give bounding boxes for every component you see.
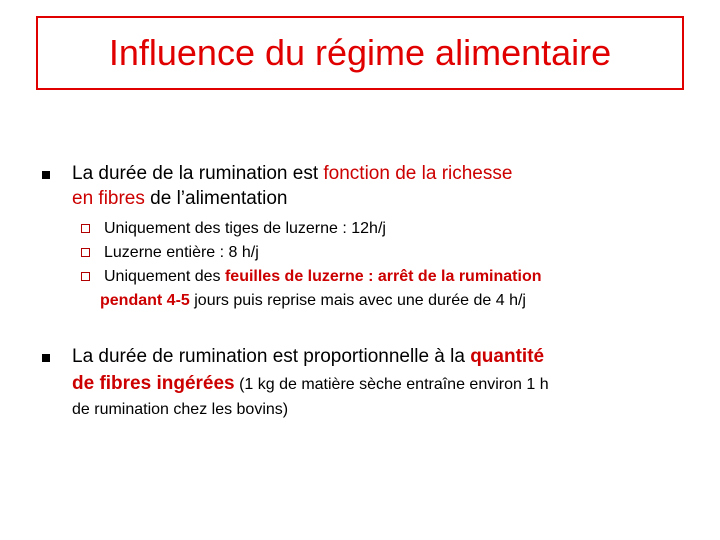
bullet-square-icon (42, 354, 50, 362)
bullet2-line1-emphasis: quantité (470, 346, 545, 367)
bullet1-line2 (72, 187, 287, 210)
bullet2-line3: de rumination chez les bovins) (72, 401, 289, 418)
bullet2-line1 (72, 345, 544, 368)
bullet2-line1-text: La durée de rumination est proportionnelle à la (72, 346, 471, 367)
subitem-2: Luzerne entière : 8 h/j (104, 244, 259, 261)
subitem-3-emphasis: feuilles de luzerne : arrêt de la rumination (224, 268, 542, 285)
bullet2-line2-text: (1 kg de matière sèche entraîne environ 1 h (234, 376, 549, 393)
checkbox-square-icon (81, 248, 90, 257)
bullet1-line1-emphasis: fonction de la richesse (323, 163, 513, 184)
subitem-3-line2 (100, 290, 526, 312)
subitem-3-text: Uniquement des (104, 268, 225, 285)
bullet2-line2-emphasis: de fibres ingérées (72, 373, 235, 394)
checkbox-square-icon (81, 224, 90, 233)
bullet1-line1 (72, 162, 512, 185)
checkbox-square-icon (81, 272, 90, 281)
bullet1-line2-text: de l’alimentation (144, 188, 288, 209)
subitem-3-line1 (104, 266, 542, 288)
title-box (36, 16, 684, 90)
subitem-3-emphasis-2: pendant 4-5 (100, 292, 190, 309)
subitem-3-text-2: jours puis reprise mais avec une durée de 4 h/j (189, 292, 526, 309)
slide-title: Influence du régime alimentaire (108, 32, 612, 73)
bullet1-line1-text: La durée de la rumination est (72, 163, 324, 184)
bullet-square-icon (42, 171, 50, 179)
bullet1-line2-emphasis: en fibres (72, 188, 145, 209)
subitem-1: Uniquement des tiges de luzerne : 12h/j (104, 220, 386, 237)
bullet2-line2 (72, 372, 549, 396)
